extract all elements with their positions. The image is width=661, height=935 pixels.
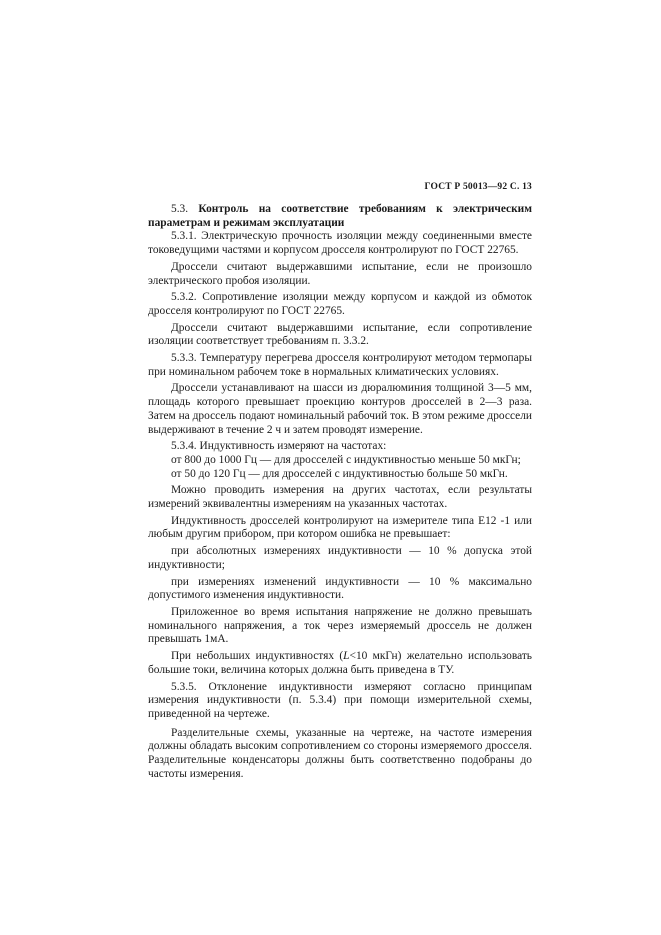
paragraph-5-3-3: 5.3.3. Температуру перегрева дросселя контролируют методом термопары при номинальном рабочем токе в нормальных климатических условиях. xyxy=(148,352,532,378)
frequency-range-1: от 800 до 1000 Гц — для дросселей с индуктивностью меньше 50 мкГн; xyxy=(171,453,521,466)
paragraph-5-3-2: 5.3.2. Сопротивление изоляции между корпусом и каждой из обмоток дросселя контролируют по ГОСТ 22765. xyxy=(148,291,532,317)
paragraph-other-frequencies: Можно проводить измерения на других частотах, если результаты измерений эквивалентны измерениям на указанных частотах. xyxy=(148,484,532,511)
section-heading xyxy=(148,203,532,230)
paragraph-5-3-5: 5.3.5. Отклонение индуктивности измеряют согласно принципам измерения индуктивности (п. 5.3.4) при помощи измерительной схемы, приведенной на чертеже. xyxy=(148,680,532,720)
page-header: ГОСТ Р 50013—92 С. 13 xyxy=(424,182,532,192)
frequency-range-2: от 50 до 120 Гц — для дросселей с индуктивностью больше 50 мкГн. xyxy=(171,467,508,480)
document-body xyxy=(148,203,532,781)
paragraph-5-3-3-procedure: Дроссели устанавливают на шасси из дюралюминия толщиной 3—5 мм, площадь которого превышает проекцию контуров дросселей в 2—3 раза. Затем на дроссель подают номинальный рабочий ток. В этом режиме дроссели выдерживают в течение 2 ч и затем проводят измерение. xyxy=(148,382,532,436)
paragraph-5-3-2-result: Дроссели считают выдержавшими испытание, если сопротивление изоляции соответствует требованиям п. 3.3.2. xyxy=(148,321,532,348)
error-absolute: при абсолютных измерениях индуктивности — 10 % допуска этой индуктивности; xyxy=(148,545,532,571)
small-inductance-post: <10 мкГн) желательно использовать большие токи, величина которых должна быть приведена в ТУ. xyxy=(148,650,533,676)
small-inductance-pre: При небольших индуктивностях ( xyxy=(171,650,344,663)
paragraph-5-3-1: 5.3.1. Электрическую прочность изоляции между соединенными вместе токоведущими частями и корпусом дросселя контролируют по ГОСТ 22765. xyxy=(148,230,532,257)
paragraph-5-3-1-result: Дроссели считают выдержавшими испытание, если не произошло электрического пробоя изоляции. xyxy=(148,260,532,287)
section-number: 5.3. xyxy=(171,203,189,215)
paragraph-applied-voltage: Приложенное во время испытания напряжение не должно превышать номинального напряжения, а ток через измеряемый дроссель не должен превышать 1мА. xyxy=(148,605,532,646)
error-change: при измерениях изменений индуктивности — 10 % максимально допустимого изменения индуктивности. xyxy=(148,575,532,602)
paragraph-small-inductance xyxy=(148,650,532,677)
paragraph-measuring-instrument: Индуктивность дросселей контролируют на измерителе типа Е12 -1 или любым другим прибором, при котором ошибка не превышает: xyxy=(148,514,532,541)
section-title: Контроль на соответствие требованиям к электрическим параметрам и режимам эксплуатации xyxy=(148,203,532,229)
paragraph-5-3-4: 5.3.4. Индуктивность измеряют на частотах: xyxy=(171,440,387,453)
inductance-variable: L xyxy=(343,650,350,663)
paragraph-separation-circuits: Разделительные схемы, указанные на чертеже, на частоте измерения должны обладать высоким сопротивлением со стороны измеряемого дросселя. Разделительные конденсаторы должны быть соответственно подобраны до частоты измерения. xyxy=(148,726,532,780)
